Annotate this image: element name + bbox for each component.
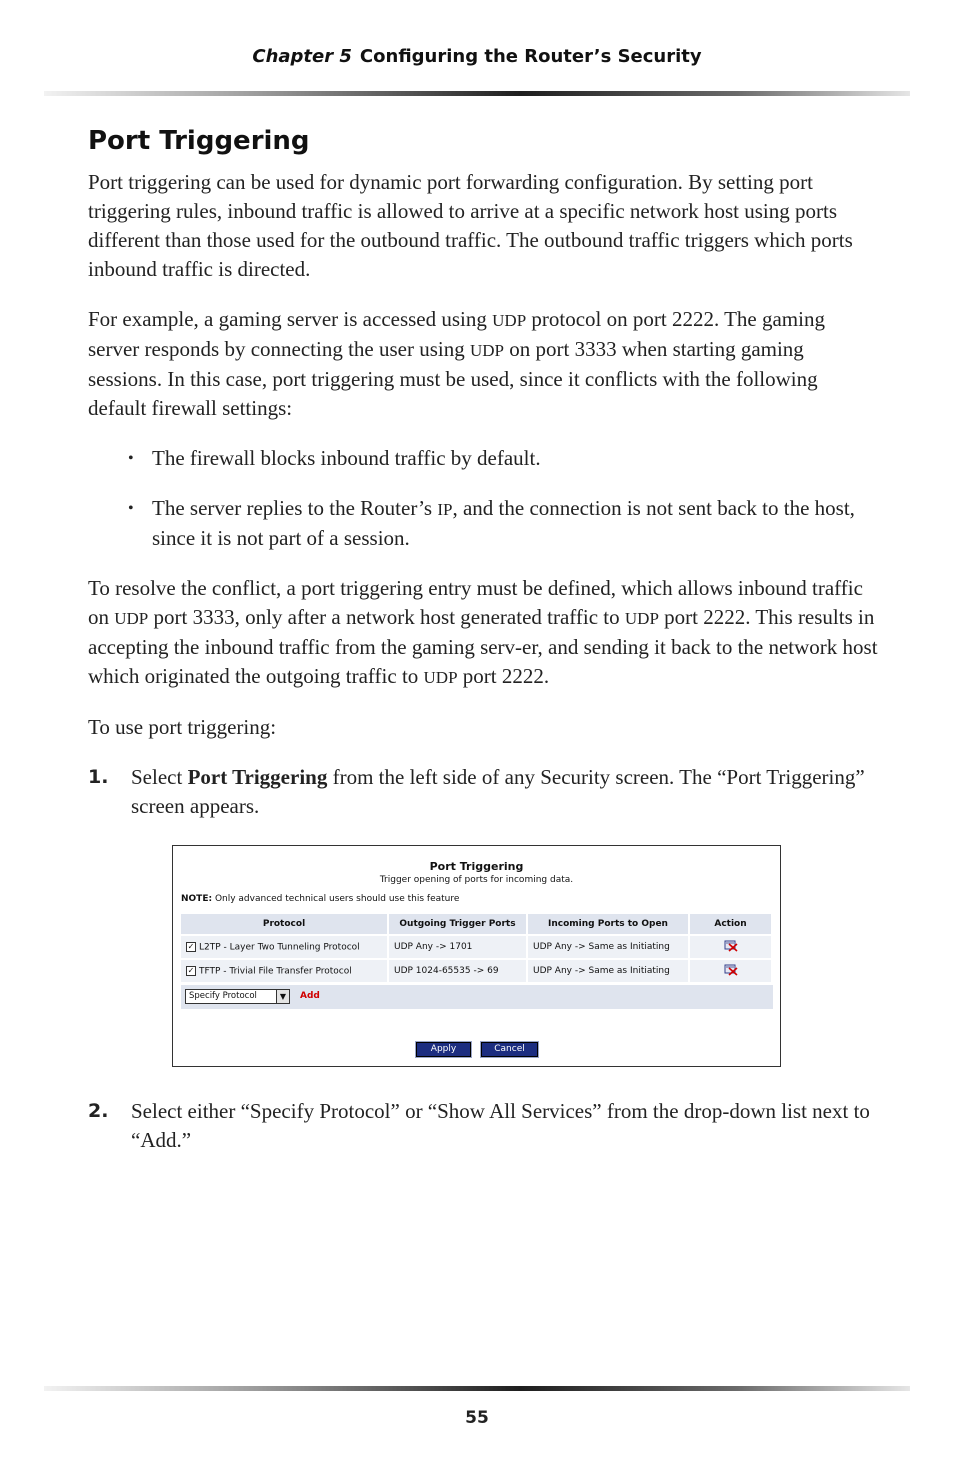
text-run: on port 3333 when starting gaming sessions. In this case, port triggering must be used, since it conflicts with the following default firewall settings: bbox=[88, 337, 818, 420]
step-number: 2. bbox=[88, 1100, 109, 1122]
text-run: from the left side of any Security screen. The “Port Triggering” screen appears. bbox=[131, 765, 865, 818]
bullet-icon: • bbox=[128, 500, 134, 517]
protocol-cell bbox=[181, 935, 388, 959]
text-run: The firewall blocks inbound traffic by default. bbox=[152, 446, 541, 470]
add-link[interactable]: Add bbox=[300, 991, 320, 1001]
section-heading: Port Triggering bbox=[88, 126, 310, 156]
chevron-down-icon[interactable]: ▼ bbox=[276, 990, 289, 1003]
text-run: , and the connection is not sent back to the host, since it is not part of a session. bbox=[152, 496, 855, 550]
select-value: Specify Protocol bbox=[189, 991, 257, 1001]
add-rule-row bbox=[181, 985, 773, 1009]
column-header: Action bbox=[689, 914, 772, 935]
checkbox-checked[interactable]: ✓ bbox=[187, 941, 195, 951]
text-run: UDP bbox=[423, 668, 458, 687]
text-run: UDP bbox=[492, 311, 527, 330]
page-body bbox=[88, 124, 878, 1179]
footer-rule bbox=[44, 1386, 910, 1391]
header-rule bbox=[44, 91, 910, 96]
step-1 bbox=[88, 763, 878, 821]
text-run: To resolve the conflict, a port triggering entry must be defined, which allows inbound traffic on bbox=[88, 576, 863, 629]
screen-subtitle: Trigger opening of ports for incoming data. bbox=[379, 875, 574, 885]
column-header: Outgoing Trigger Ports bbox=[388, 914, 527, 935]
chapter-label: Chapter 5 bbox=[252, 46, 352, 67]
paragraph-resolve bbox=[88, 574, 878, 692]
outgoing-cell: UDP 1024-65535 -> 69 bbox=[388, 959, 527, 983]
protocol-cell bbox=[181, 959, 388, 983]
text-run: Port Triggering bbox=[187, 765, 328, 789]
text-run: protocol on port 2222. The gaming server responds by connecting the user using bbox=[88, 307, 825, 361]
cell-text: TFTP - Trivial File Transfer Protocol bbox=[199, 966, 352, 977]
screen-note bbox=[181, 894, 459, 904]
checkbox-checked[interactable]: ✓ bbox=[187, 965, 195, 975]
text-run: port 3333, only after a network host generated traffic to bbox=[148, 605, 625, 629]
column-header: Incoming Ports to Open bbox=[527, 914, 689, 935]
chapter-title: Configuring the Router’s Security bbox=[359, 46, 702, 67]
table-row bbox=[181, 935, 772, 959]
cell-text: L2TP - Layer Two Tunneling Protocol bbox=[199, 942, 360, 953]
table-row bbox=[181, 959, 772, 983]
step-2 bbox=[88, 1097, 878, 1155]
text-run: Select either “Specify Protocol” or “Show All Services” from the drop-down list next to “Add.” bbox=[131, 1099, 870, 1152]
note-label: NOTE: bbox=[181, 894, 213, 904]
bullet-list bbox=[88, 444, 878, 553]
text-run: port 2222. bbox=[457, 664, 550, 688]
rules-table bbox=[181, 914, 773, 984]
apply-button[interactable]: Apply bbox=[416, 1042, 471, 1057]
paragraph-example bbox=[88, 305, 878, 423]
incoming-cell: UDP Any -> Same as Initiating bbox=[527, 959, 689, 983]
screen-title: Port Triggering bbox=[429, 860, 524, 873]
action-cell bbox=[689, 959, 772, 983]
text-run: IP bbox=[437, 500, 453, 519]
action-cell bbox=[689, 935, 772, 959]
page-number: 55 bbox=[465, 1408, 489, 1428]
text-run: The server replies to the Router’s bbox=[152, 496, 438, 520]
protocol-select[interactable] bbox=[185, 989, 290, 1004]
text-run: Select bbox=[131, 765, 188, 789]
bullet-item bbox=[88, 444, 878, 473]
bullet-icon: • bbox=[128, 450, 134, 467]
text-run: UDP bbox=[624, 609, 659, 628]
bullet-item bbox=[88, 494, 878, 553]
port-triggering-screenshot bbox=[172, 845, 781, 1067]
running-header bbox=[0, 46, 954, 67]
text-run: UDP bbox=[114, 609, 149, 628]
delete-icon[interactable] bbox=[724, 964, 738, 976]
paragraph-use: To use port triggering: bbox=[88, 715, 277, 739]
text-run: port 2222. This results in accepting the inbound traffic from the gaming serv-er, and sending it back to the network host which originated the outgoing traffic to bbox=[88, 605, 878, 688]
table-header-row bbox=[181, 914, 772, 935]
text-run: For example, a gaming server is accessed using bbox=[88, 307, 493, 331]
step-number: 1. bbox=[88, 766, 109, 788]
column-header: Protocol bbox=[181, 914, 388, 935]
note-text: Only advanced technical users should use this feature bbox=[212, 894, 460, 904]
text-run: UDP bbox=[470, 341, 505, 360]
outgoing-cell: UDP Any -> 1701 bbox=[388, 935, 527, 959]
delete-icon[interactable] bbox=[724, 940, 738, 952]
cancel-button[interactable]: Cancel bbox=[481, 1042, 538, 1057]
incoming-cell: UDP Any -> Same as Initiating bbox=[527, 935, 689, 959]
paragraph-intro: Port triggering can be used for dynamic port forwarding configuration. By setting port triggering rules, inbound traffic is allowed to arrive at a specific network host using ports different than those used for the outbound traffic. The outbound traffic triggers which ports inbound traffic is directed. bbox=[88, 170, 853, 281]
